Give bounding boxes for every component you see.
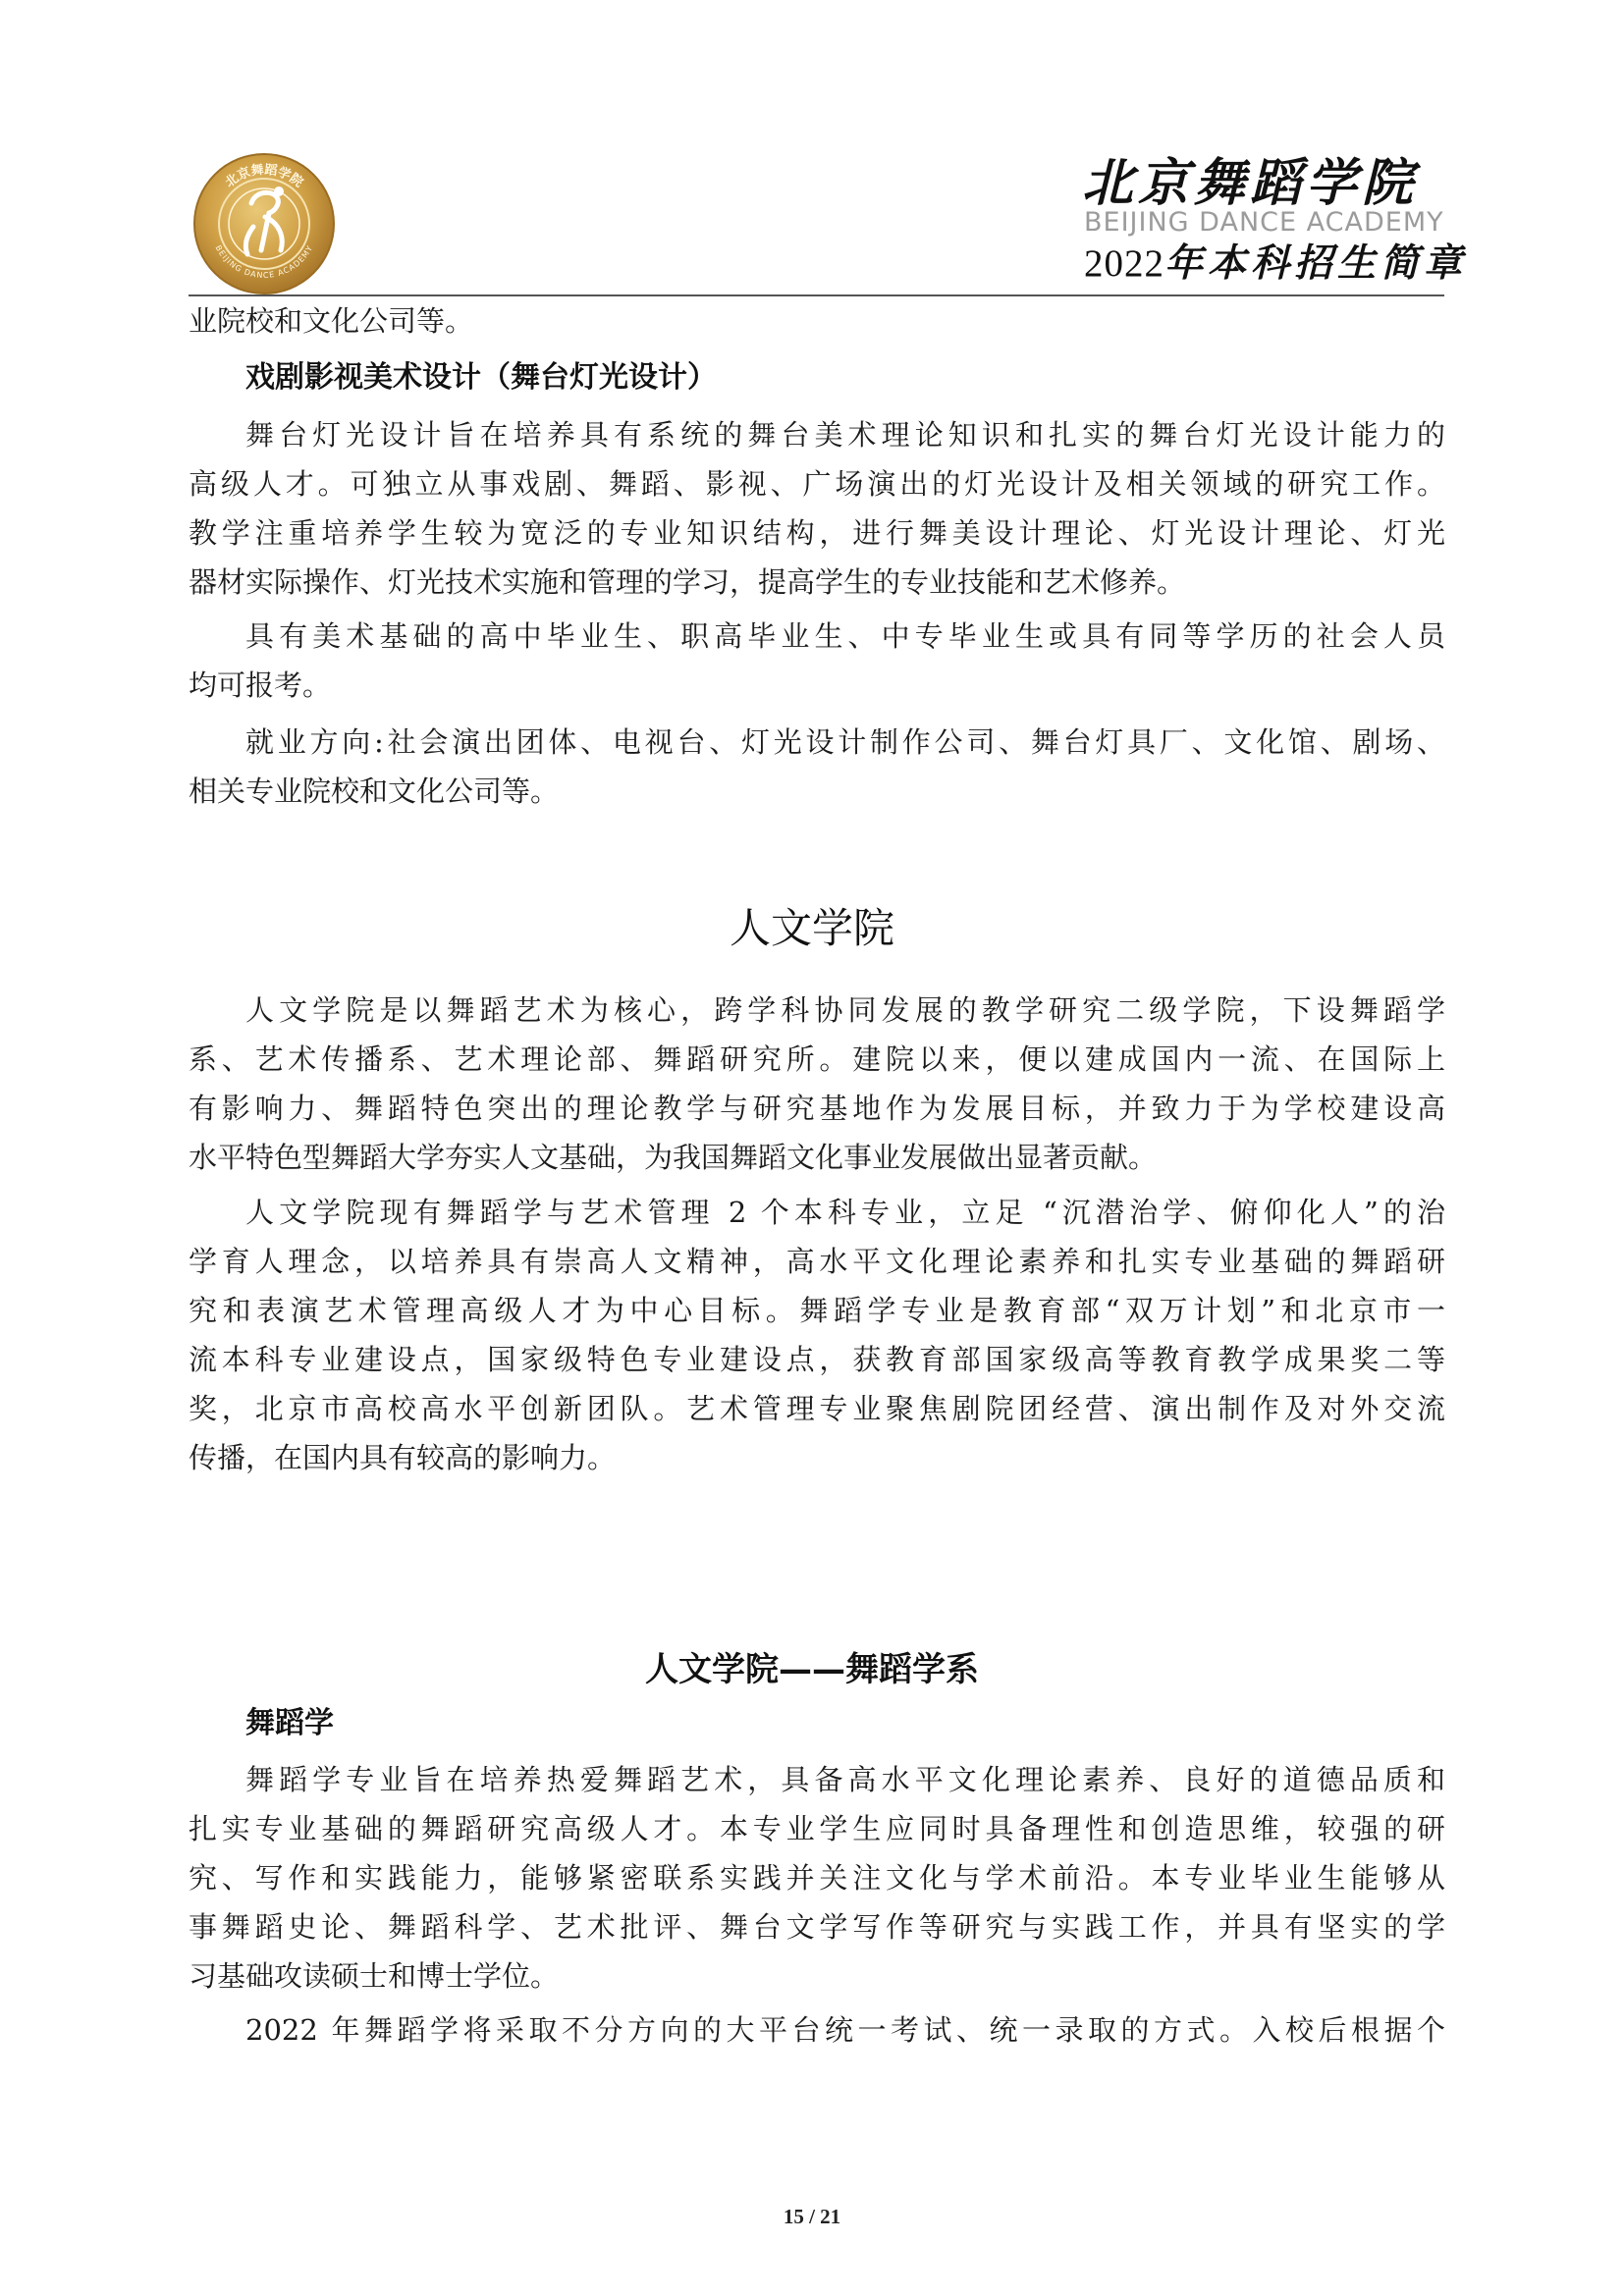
text-line: 器材实际操作、灯光技术实施和管理的学习，提高学生的专业技能和艺术修养。 bbox=[189, 565, 1186, 599]
header-calligraphy-title: 北京舞蹈学院 bbox=[1082, 153, 1419, 213]
svg-text:BEIJING DANCE ACADEMY: BEIJING DANCE ACADEMY bbox=[213, 243, 315, 281]
intro-paragraph bbox=[189, 296, 1445, 346]
text-line: 流本科专业建设点，国家级特色专业建设点，获教育部国家级高等教育教学成果奖二等 bbox=[189, 1343, 1445, 1376]
dance-studies-paragraph-1 bbox=[189, 1755, 1445, 2001]
text-line: 奖，北京市高校高水平创新团队。艺术管理专业聚焦剧院团经营、演出制作及对外交流 bbox=[189, 1392, 1445, 1425]
text-line: 究、写作和实践能力，能够紧密联系实践并关注文化与学术前沿。本专业毕业生能够从 bbox=[189, 1861, 1445, 1895]
text-line: 学育人理念，以培养具有崇高人文精神，高水平文化理论素养和扎实专业基础的舞蹈研 bbox=[189, 1245, 1445, 1278]
text-line: 传播，在国内具有较高的影响力。 bbox=[189, 1441, 617, 1474]
text-line: 习基础攻读硕士和博士学位。 bbox=[189, 1959, 560, 1993]
section-title-dance-department: 人文学院——舞蹈学系 bbox=[645, 1650, 979, 1689]
text-line: 究和表演艺术管理高级人才为中心目标。舞蹈学专业是教育部“双万计划”和北京市一 bbox=[189, 1294, 1445, 1327]
text-line: 具有美术基础的高中毕业生、职高毕业生、中专毕业生或具有同等学历的社会人员 bbox=[245, 619, 1445, 653]
dance-studies-paragraph-2 bbox=[189, 2005, 1445, 2055]
section-heading-dance-studies: 舞蹈学 bbox=[245, 1706, 334, 1740]
text-line: 教学注重培养学生较为宽泛的专业知识结构，进行舞美设计理论、灯光设计理论、灯光 bbox=[189, 516, 1445, 550]
academy-seal-logo bbox=[192, 152, 336, 295]
stage-lighting-paragraph-1 bbox=[189, 410, 1445, 607]
page-number: 15 / 21 bbox=[783, 2205, 841, 2228]
text-line: 舞台灯光设计旨在培养具有系统的舞台美术理论知识和扎实的舞台灯光设计能力的 bbox=[245, 418, 1445, 452]
text-line: 系、艺术传播系、艺术理论部、舞蹈研究所。建院以来，便以建成国内一流、在国际上 bbox=[189, 1042, 1445, 1076]
text-line: 水平特色型舞蹈大学夯实人文基础，为我国舞蹈文化事业发展做出显著贡献。 bbox=[189, 1141, 1158, 1174]
text-line: 有影响力、舞蹈特色突出的理论教学与研究基地作为发展目标，并致力于为学校建设高 bbox=[189, 1092, 1445, 1125]
header-english-title: BEIJING DANCE ACADEMY bbox=[1084, 207, 1444, 238]
humanities-paragraph-1 bbox=[189, 986, 1445, 1182]
text-line: 舞蹈学专业旨在培养热爱舞蹈艺术，具备高水平文化理论素养、良好的道德品质和 bbox=[245, 1763, 1445, 1796]
text-line: 人文学院现有舞蹈学与艺术管理 2 个本科专业，立足 “沉潜治学、俯仰化人”的治 bbox=[245, 1196, 1445, 1229]
header-subtitle bbox=[1084, 239, 1467, 289]
text-line: 事舞蹈史论、舞蹈科学、艺术批评、舞台文学写作等研究与实践工作，并具有坚实的学 bbox=[189, 1910, 1445, 1944]
text-line: 业院校和文化公司等。 bbox=[189, 304, 474, 338]
text-line: 相关专业院校和文化公司等。 bbox=[189, 774, 560, 808]
text-line: 扎实专业基础的舞蹈研究高级人才。本专业学生应同时具备理性和创造思维，较强的研 bbox=[189, 1812, 1445, 1845]
text-line: 人文学院是以舞蹈艺术为核心，跨学科协同发展的教学研究二级学院，下设舞蹈学 bbox=[245, 993, 1445, 1027]
text-line: 就业方向:社会演出团体、电视台、灯光设计制作公司、舞台灯具厂、文化馆、剧场、 bbox=[245, 725, 1445, 759]
header-year: 2022 bbox=[1084, 242, 1164, 285]
stage-lighting-paragraph-2 bbox=[189, 612, 1445, 710]
text-line: 高级人才。可独立从事戏剧、舞蹈、影视、广场演出的灯光设计及相关领域的研究工作。 bbox=[189, 467, 1445, 501]
text-line: 2022 年舞蹈学将采取不分方向的大平台统一考试、统一录取的方式。入校后根据个 bbox=[245, 2013, 1445, 2047]
text-line: 均可报考。 bbox=[189, 668, 332, 702]
svg-text:北京舞蹈学院: 北京舞蹈学院 bbox=[222, 162, 306, 191]
stage-lighting-paragraph-3 bbox=[189, 718, 1445, 816]
humanities-paragraph-2 bbox=[189, 1188, 1445, 1482]
section-title-humanities: 人文学院 bbox=[729, 904, 894, 952]
section-heading-stage-lighting: 戏剧影视美术设计（舞台灯光设计） bbox=[245, 360, 717, 395]
header-subtitle-text: 年本科招生简章 bbox=[1164, 240, 1468, 286]
